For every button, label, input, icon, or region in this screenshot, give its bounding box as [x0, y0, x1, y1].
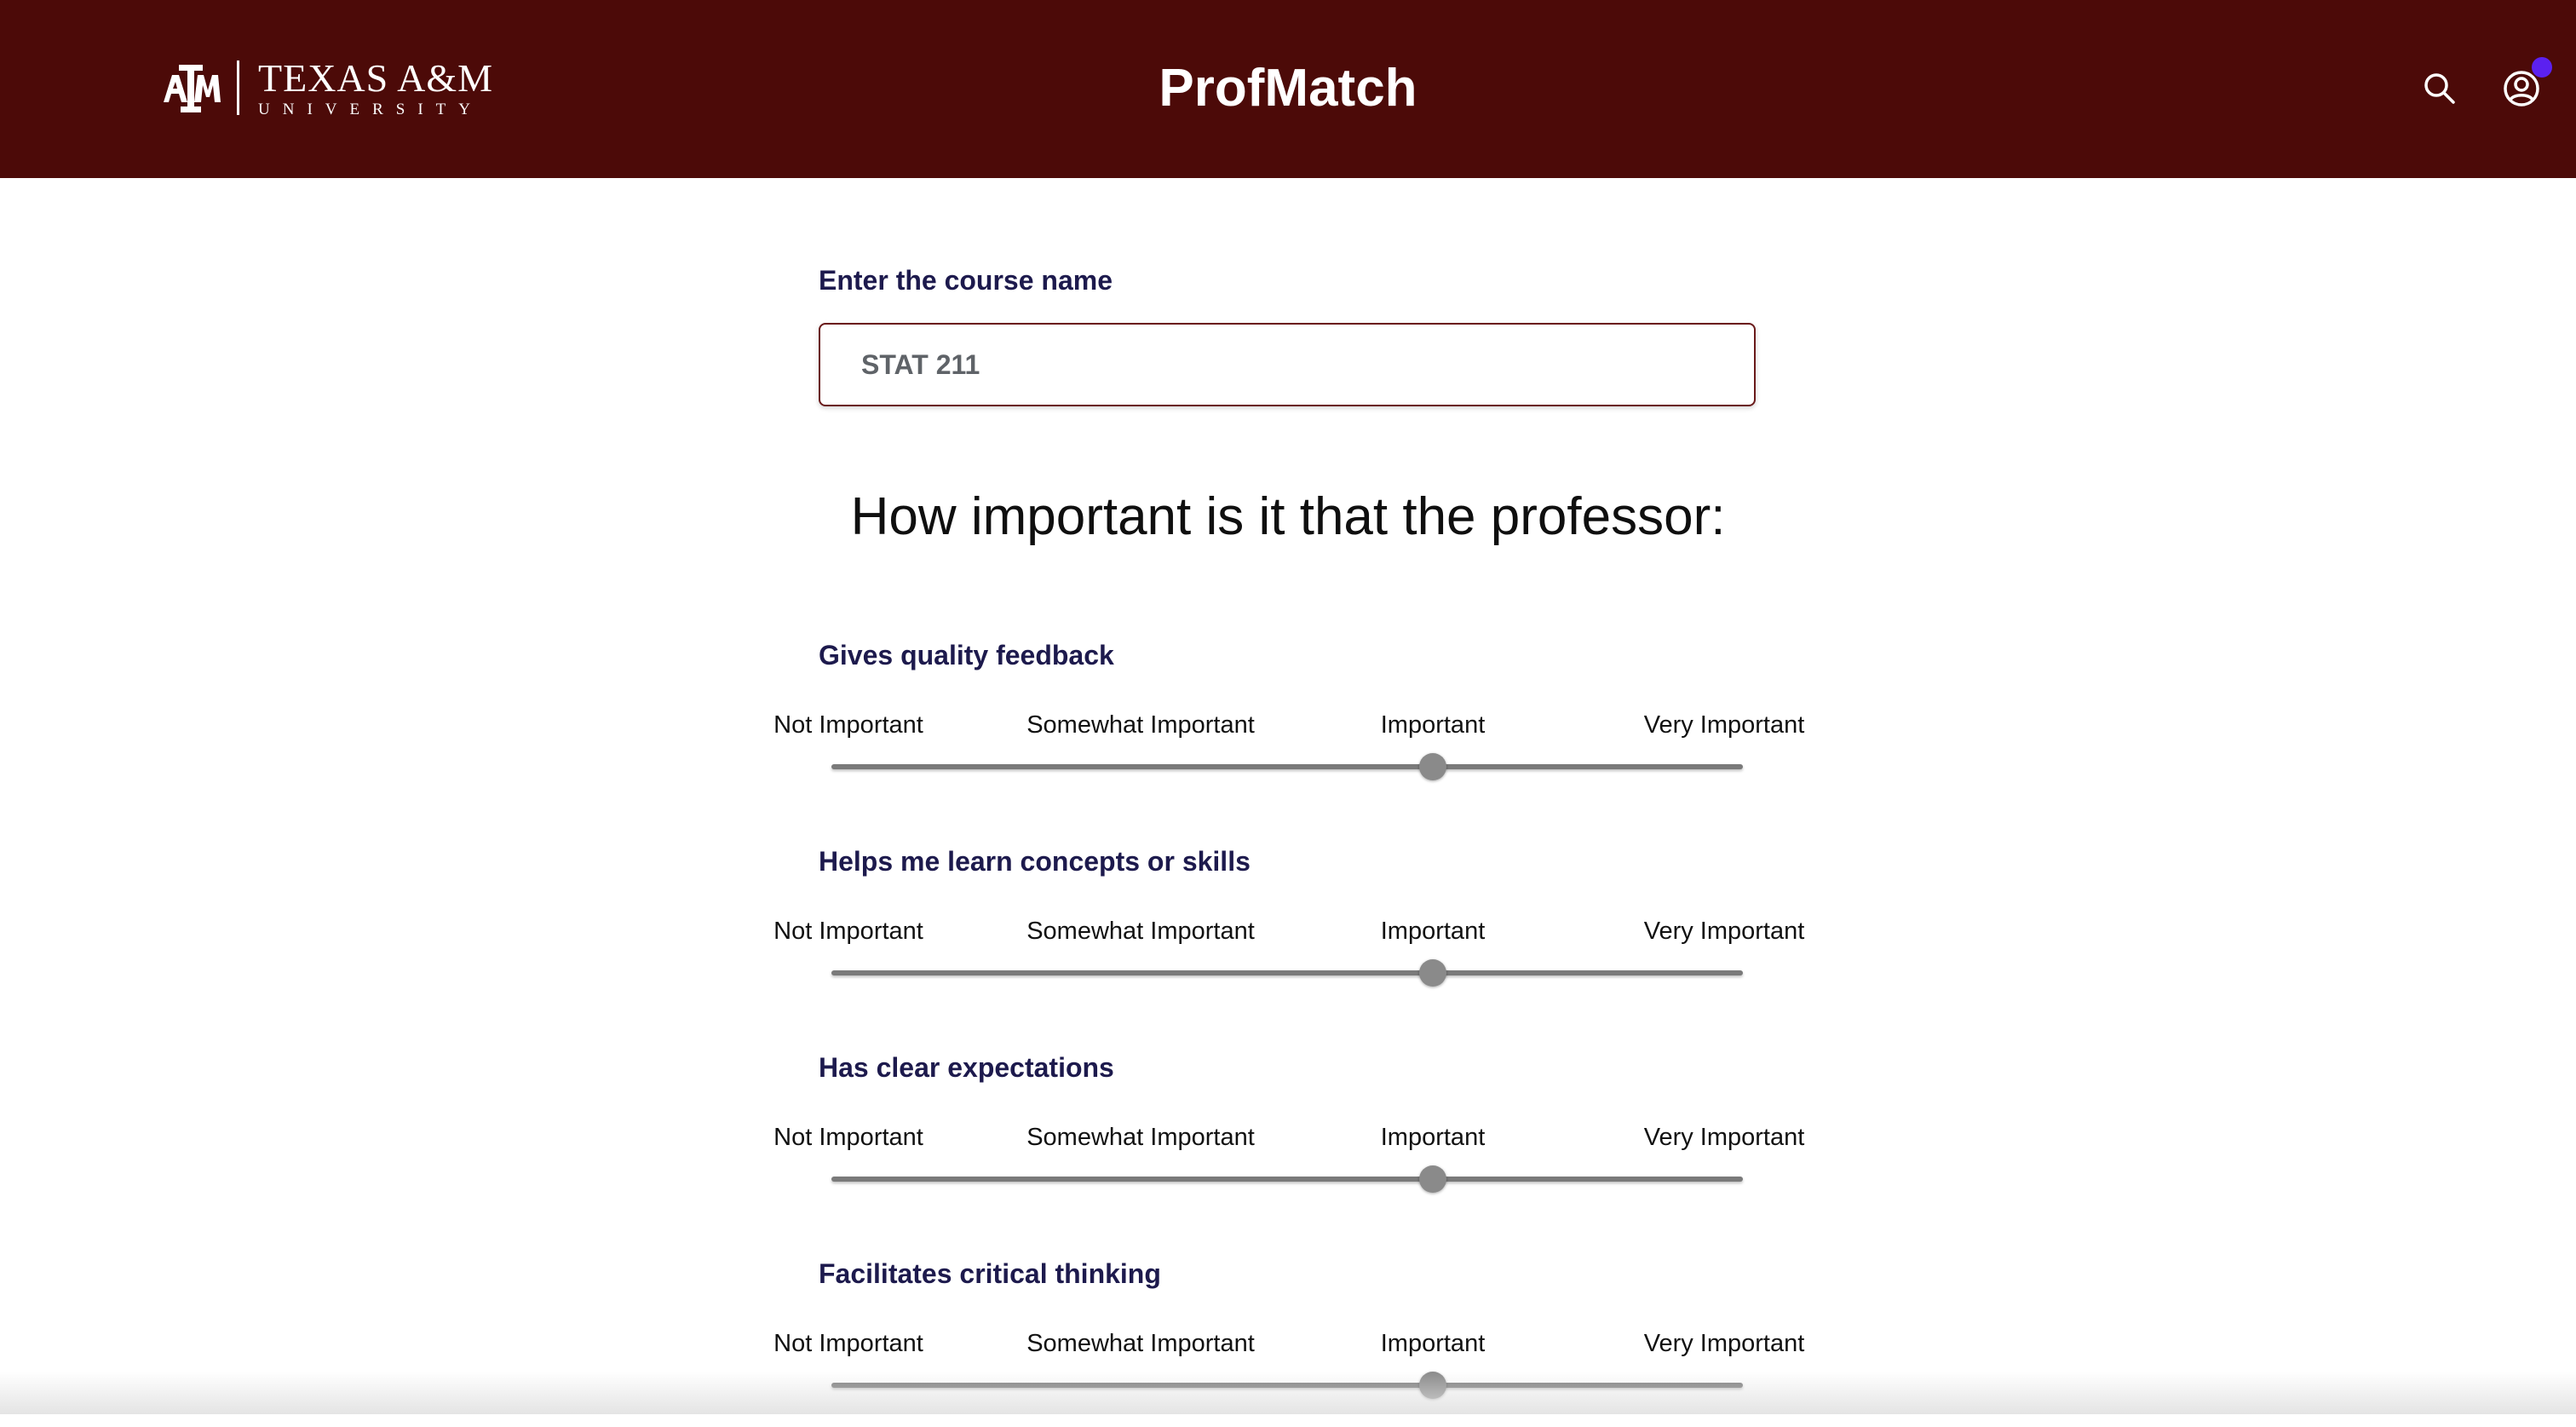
criterion-learn-concepts: [0, 844, 2576, 1015]
criterion-title: Has clear expectations: [819, 1052, 1114, 1083]
scale-label-important: Important: [1380, 918, 1486, 945]
scale-label-not-important: Not Important: [773, 711, 923, 739]
scale-label-not-important: Not Important: [773, 1124, 923, 1151]
tamu-logo[interactable]: [160, 55, 494, 118]
criterion-title: Facilitates critical thinking: [819, 1258, 1161, 1289]
criterion-title: Helps me learn concepts or skills: [819, 846, 1251, 877]
criterion-feedback: [0, 638, 2576, 808]
scale-label-not-important: Not Important: [773, 1330, 923, 1357]
scale-label-somewhat-important: Somewhat Important: [1026, 1330, 1255, 1357]
importance-slider-track[interactable]: [831, 1383, 1743, 1388]
scale-label-very-important: Very Important: [1643, 1124, 1805, 1151]
scale-label-somewhat-important: Somewhat Important: [1026, 1124, 1255, 1151]
importance-slider-thumb[interactable]: [1419, 753, 1446, 780]
scale-label-important: Important: [1380, 1330, 1486, 1357]
scale-label-important: Important: [1380, 1124, 1486, 1151]
importance-slider-thumb[interactable]: [1419, 1165, 1446, 1193]
criterion-clear-expectations: [0, 1050, 2576, 1221]
logo-wordmark: [258, 55, 494, 118]
logo-wordmark-line2: UNIVERSITY: [258, 100, 483, 118]
scale-label-not-important: Not Important: [773, 918, 923, 945]
main-content: [0, 178, 2576, 1414]
search-button[interactable]: [2418, 66, 2462, 111]
atm-logo-mark-icon: [160, 60, 221, 116]
scale-label-somewhat-important: Somewhat Important: [1026, 918, 1255, 945]
course-name-input[interactable]: [819, 323, 1756, 406]
course-name-label: Enter the course name: [819, 265, 1113, 296]
importance-slider-track[interactable]: [831, 970, 1743, 975]
importance-slider-track[interactable]: [831, 764, 1743, 769]
top-header: [0, 0, 2576, 178]
importance-slider-track[interactable]: [831, 1177, 1743, 1182]
search-icon: [2418, 66, 2462, 111]
scale-label-very-important: Very Important: [1643, 918, 1805, 945]
scale-label-important: Important: [1380, 711, 1486, 739]
importance-slider-thumb[interactable]: [1419, 959, 1446, 987]
logo-wordmark-line1: TEXAS A&M: [258, 55, 494, 100]
scale-label-very-important: Very Important: [1643, 1330, 1805, 1357]
app-title: ProfMatch: [1159, 59, 1417, 118]
scale-label-very-important: Very Important: [1643, 711, 1805, 739]
criterion-critical-thinking: [0, 1257, 2576, 1427]
notification-dot: [2532, 57, 2552, 78]
importance-question-heading: How important is it that the professor:: [850, 487, 1726, 546]
importance-slider-thumb[interactable]: [1419, 1372, 1446, 1399]
logo-divider: [237, 60, 239, 115]
criterion-title: Gives quality feedback: [819, 640, 1114, 670]
scale-label-somewhat-important: Somewhat Important: [1026, 711, 1255, 739]
